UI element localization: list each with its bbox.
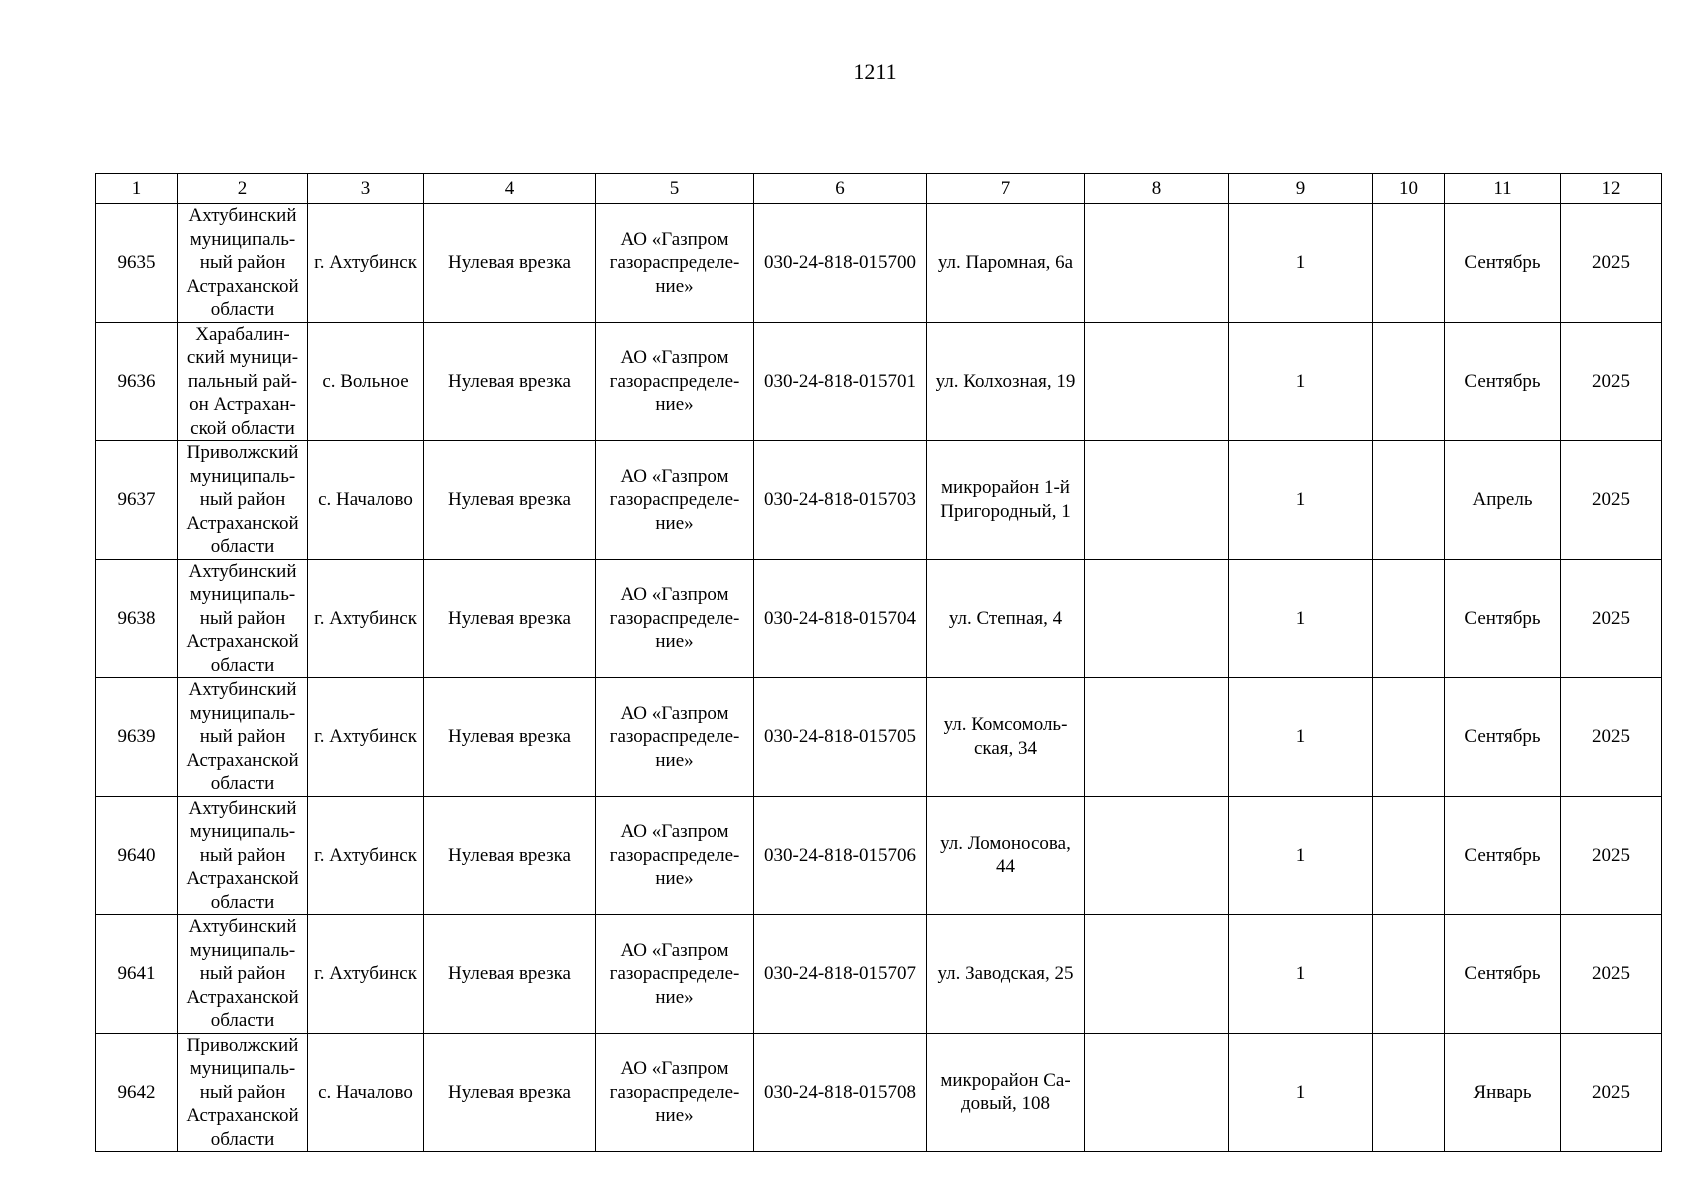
cell-text: 1	[1295, 963, 1306, 984]
table-cell-col-6	[754, 915, 927, 1034]
table-cell-col-8	[1085, 796, 1229, 915]
table-cell-col-4	[424, 915, 596, 1034]
table-cell-col-12	[1561, 796, 1662, 915]
table-cell-col-3	[308, 796, 424, 915]
table-cell-col-11	[1445, 559, 1561, 678]
table-cell-col-7	[927, 322, 1085, 441]
table-cell-col-3	[308, 204, 424, 323]
cell-text: 2025	[1592, 963, 1630, 984]
cell-text: 030-24-818-015705	[764, 726, 916, 747]
table-cell-col-4	[424, 322, 596, 441]
table-row	[96, 1033, 1662, 1152]
cell-text: Нулевая врезка	[448, 844, 571, 866]
table-cell-col-8	[1085, 1033, 1229, 1152]
table-cell-col-1	[96, 796, 178, 915]
table-cell-col-7	[927, 796, 1085, 915]
cell-text: Харабалин- ский муници- пальный рай- он Астрахан- ской области	[186, 323, 299, 439]
cell-text: г. Ахтубинск	[314, 252, 417, 273]
cell-text: 9638	[117, 607, 156, 629]
table-cell-col-6	[754, 322, 927, 441]
cell-text: АО «Газпром газораспределе- ние»	[609, 347, 740, 415]
cell-text: Сентябрь	[1464, 607, 1541, 629]
cell-text: 2025	[1592, 726, 1630, 747]
column-header-7: 7	[927, 174, 1085, 204]
cell-text: АО «Газпром газораспределе- ние»	[609, 584, 740, 652]
cell-text: 2025	[1592, 489, 1630, 510]
cell-text: 2025	[1592, 252, 1630, 273]
table-cell-col-11	[1445, 322, 1561, 441]
table-cell-col-2	[178, 1033, 308, 1152]
cell-text: 2025	[1592, 607, 1630, 629]
cell-text: 1	[1295, 607, 1306, 629]
table-cell-col-2	[178, 915, 308, 1034]
cell-text: 9639	[117, 726, 156, 747]
cell-text: 1	[1295, 252, 1306, 273]
cell-text: Нулевая врезка	[448, 1081, 571, 1103]
table-cell-col-9	[1229, 441, 1373, 560]
table-cell-col-2	[178, 559, 308, 678]
table-cell-col-3	[308, 559, 424, 678]
column-header-5: 5	[596, 174, 754, 204]
table-cell-col-4	[424, 1033, 596, 1152]
cell-text: г. Ахтубинск	[314, 607, 417, 629]
table-cell-col-11	[1445, 796, 1561, 915]
column-header-12: 12	[1561, 174, 1662, 204]
table-cell-col-4	[424, 796, 596, 915]
cell-text: Ахтубинский муниципаль- ный район Астраханской области	[186, 916, 299, 1031]
table-cell-col-5	[596, 322, 754, 441]
cell-text: с. Вольное	[322, 370, 409, 392]
table-cell-col-1	[96, 441, 178, 560]
table-cell-col-7	[927, 441, 1085, 560]
table-cell-col-4	[424, 204, 596, 323]
column-header-10: 10	[1373, 174, 1445, 204]
table-cell-col-7	[927, 559, 1085, 678]
cell-text: 2025	[1592, 1081, 1630, 1103]
column-header-1: 1	[96, 174, 178, 204]
table-cell-col-9	[1229, 322, 1373, 441]
table-cell-col-12	[1561, 322, 1662, 441]
table-cell-col-8	[1085, 322, 1229, 441]
cell-text: 9642	[117, 1081, 156, 1103]
data-table	[95, 173, 1662, 1152]
table-row	[96, 204, 1662, 323]
cell-text: 1	[1295, 726, 1306, 747]
cell-text: г. Ахтубинск	[314, 963, 417, 984]
table-cell-col-5	[596, 915, 754, 1034]
table-cell-col-8	[1085, 678, 1229, 797]
cell-text: Сентябрь	[1464, 370, 1541, 392]
cell-text: АО «Газпром газораспределе- ние»	[609, 465, 740, 534]
table-cell-col-7	[927, 1033, 1085, 1152]
table-cell-col-2	[178, 204, 308, 323]
cell-text: АО «Газпром газораспределе- ние»	[609, 702, 740, 771]
table-cell-col-8	[1085, 559, 1229, 678]
table-cell-col-9	[1229, 915, 1373, 1034]
cell-text: микрорайон 1-й Пригородный, 1	[940, 477, 1071, 522]
table-cell-col-9	[1229, 796, 1373, 915]
table-cell-col-12	[1561, 1033, 1662, 1152]
table-cell-col-3	[308, 441, 424, 560]
table-cell-col-3	[308, 1033, 424, 1152]
cell-text: АО «Газпром газораспределе- ние»	[609, 939, 740, 1008]
column-header-4: 4	[424, 174, 596, 204]
table-cell-col-2	[178, 796, 308, 915]
table-cell-col-10	[1373, 678, 1445, 797]
cell-text: 9635	[117, 252, 156, 273]
cell-text: Приволжский муниципаль- ный район Астраханской области	[186, 1034, 299, 1150]
table-cell-col-7	[927, 204, 1085, 323]
table-cell-col-10	[1373, 322, 1445, 441]
cell-text: 9641	[117, 963, 156, 984]
table-cell-col-9	[1229, 1033, 1373, 1152]
page-number: 1211	[853, 59, 897, 84]
table-header-row	[96, 174, 1662, 204]
table-cell-col-5	[596, 796, 754, 915]
table-cell-col-2	[178, 322, 308, 441]
cell-text: г. Ахтубинск	[314, 844, 417, 866]
cell-text: ул. Степная, 4	[948, 607, 1063, 629]
cell-text: ул. Ломоносова, 44	[940, 832, 1071, 878]
column-header-2: 2	[178, 174, 308, 204]
cell-text: 1	[1295, 1081, 1306, 1103]
table-cell-col-2	[178, 678, 308, 797]
cell-text: Ахтубинский муниципаль- ный район Астраханской области	[186, 797, 299, 913]
cell-text: Нулевая врезка	[448, 607, 571, 629]
column-header-8: 8	[1085, 174, 1229, 204]
cell-text: ул. Колхозная, 19	[935, 370, 1076, 392]
table-cell-col-4	[424, 559, 596, 678]
table-cell-col-5	[596, 441, 754, 560]
cell-text: Сентябрь	[1464, 726, 1541, 747]
cell-text: ул. Комсомоль- ская, 34	[943, 714, 1068, 759]
cell-text: 9640	[117, 844, 156, 866]
cell-text: Сентябрь	[1464, 844, 1541, 866]
table-cell-col-4	[424, 678, 596, 797]
table-cell-col-1	[96, 204, 178, 323]
table-cell-col-6	[754, 678, 927, 797]
table-cell-col-10	[1373, 441, 1445, 560]
cell-text: ул. Заводская, 25	[937, 963, 1074, 984]
table-cell-col-2	[178, 441, 308, 560]
cell-text: микрорайон Са- довый, 108	[940, 1069, 1071, 1115]
table-row	[96, 915, 1662, 1034]
table-cell-col-5	[596, 559, 754, 678]
table-row	[96, 322, 1662, 441]
table-cell-col-6	[754, 559, 927, 678]
table-cell-col-10	[1373, 1033, 1445, 1152]
table-cell-col-10	[1373, 915, 1445, 1034]
cell-text: 030-24-818-015707	[764, 963, 916, 984]
table-cell-col-11	[1445, 1033, 1561, 1152]
table-cell-col-5	[596, 204, 754, 323]
column-header-3: 3	[308, 174, 424, 204]
table-cell-col-3	[308, 322, 424, 441]
table-cell-col-7	[927, 678, 1085, 797]
cell-text: 1	[1295, 370, 1306, 392]
table-cell-col-12	[1561, 678, 1662, 797]
column-header-6: 6	[754, 174, 927, 204]
table-cell-col-3	[308, 678, 424, 797]
cell-text: 2025	[1592, 844, 1630, 866]
column-header-11: 11	[1445, 174, 1561, 204]
table-cell-col-10	[1373, 796, 1445, 915]
cell-text: Нулевая врезка	[448, 963, 571, 984]
table-cell-col-11	[1445, 204, 1561, 323]
table-row	[96, 678, 1662, 797]
cell-text: Сентябрь	[1464, 963, 1541, 984]
cell-text: Приволжский муниципаль- ный район Астраханской области	[186, 442, 299, 557]
table-cell-col-6	[754, 796, 927, 915]
cell-text: 030-24-818-015701	[764, 370, 916, 392]
table-cell-col-11	[1445, 441, 1561, 560]
column-header-9: 9	[1229, 174, 1373, 204]
table-cell-col-6	[754, 204, 927, 323]
table-row	[96, 559, 1662, 678]
table-cell-col-10	[1373, 559, 1445, 678]
cell-text: Январь	[1473, 1081, 1532, 1103]
table-cell-col-12	[1561, 915, 1662, 1034]
table-cell-col-4	[424, 441, 596, 560]
table-cell-col-1	[96, 678, 178, 797]
cell-text: 2025	[1592, 370, 1630, 392]
cell-text: с. Началово	[318, 489, 413, 510]
cell-text: Нулевая врезка	[448, 370, 571, 392]
table-cell-col-11	[1445, 678, 1561, 797]
cell-text: Апрель	[1472, 489, 1533, 510]
table-cell-col-8	[1085, 441, 1229, 560]
table-cell-col-11	[1445, 915, 1561, 1034]
table-cell-col-9	[1229, 559, 1373, 678]
cell-text: АО «Газпром газораспределе- ние»	[609, 228, 740, 297]
cell-text: Нулевая врезка	[448, 489, 571, 510]
cell-text: Ахтубинский муниципаль- ный район Астраханской области	[186, 560, 299, 676]
table-cell-col-3	[308, 915, 424, 1034]
table-cell-col-7	[927, 915, 1085, 1034]
cell-text: 030-24-818-015703	[764, 489, 916, 510]
cell-text: г. Ахтубинск	[314, 726, 417, 747]
cell-text: АО «Газпром газораспределе- ние»	[609, 1058, 740, 1126]
table-cell-col-12	[1561, 204, 1662, 323]
table-cell-col-6	[754, 1033, 927, 1152]
cell-text: 030-24-818-015706	[764, 844, 916, 866]
cell-text: 9636	[117, 370, 156, 392]
cell-text: Нулевая врезка	[448, 252, 571, 273]
cell-text: 030-24-818-015700	[764, 252, 916, 273]
table-cell-col-1	[96, 559, 178, 678]
cell-text: АО «Газпром газораспределе- ние»	[609, 821, 740, 889]
cell-text: 1	[1295, 844, 1306, 866]
cell-text: Ахтубинский муниципаль- ный район Астраханской области	[186, 679, 299, 794]
cell-text: 9637	[117, 489, 156, 510]
cell-text: Нулевая врезка	[448, 726, 571, 747]
table-cell-col-9	[1229, 204, 1373, 323]
table-cell-col-8	[1085, 204, 1229, 323]
cell-text: ул. Паромная, 6а	[937, 252, 1074, 273]
cell-text: Сентябрь	[1464, 252, 1541, 273]
cell-text: 030-24-818-015704	[764, 607, 916, 629]
cell-text: с. Началово	[318, 1081, 413, 1103]
table-cell-col-1	[96, 322, 178, 441]
table-cell-col-12	[1561, 559, 1662, 678]
cell-text: Ахтубинский муниципаль- ный район Астраханской области	[186, 205, 299, 320]
table-row	[96, 441, 1662, 560]
table-cell-col-6	[754, 441, 927, 560]
table-cell-col-5	[596, 1033, 754, 1152]
table-cell-col-8	[1085, 915, 1229, 1034]
table-cell-col-1	[96, 915, 178, 1034]
table-cell-col-10	[1373, 204, 1445, 323]
cell-text: 030-24-818-015708	[764, 1081, 916, 1103]
table-cell-col-9	[1229, 678, 1373, 797]
table-cell-col-1	[96, 1033, 178, 1152]
cell-text: 1	[1295, 489, 1306, 510]
table-cell-col-5	[596, 678, 754, 797]
table-row	[96, 796, 1662, 915]
table-cell-col-12	[1561, 441, 1662, 560]
